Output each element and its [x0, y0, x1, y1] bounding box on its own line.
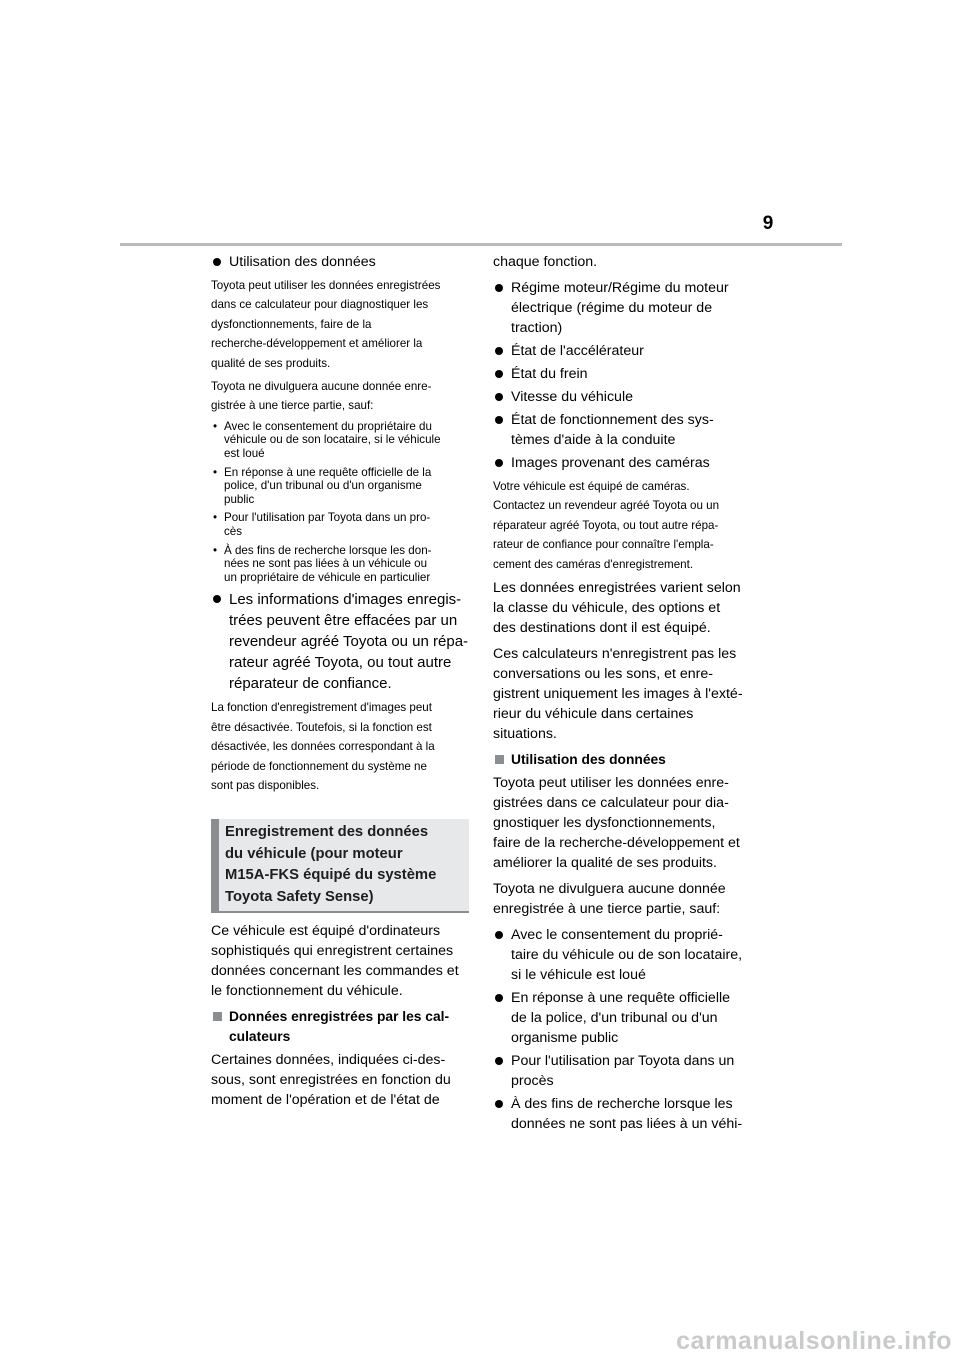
text-line: moment de l'opération et de l'état de — [211, 1092, 440, 1109]
text-line: taire du véhicule ou de son locataire, — [511, 947, 743, 964]
bullet-dot — [213, 595, 221, 603]
section-heading-box — [211, 819, 469, 911]
text-line: électrique (régime du moteur de — [511, 300, 713, 316]
text-line: faire de la recherche-développement et — [493, 835, 740, 852]
text-line: trées peuvent être effacées par un — [229, 612, 458, 630]
text-line: culateurs — [229, 1029, 291, 1045]
footer-watermark: carmanualsonline.info — [676, 1327, 952, 1355]
text-line: nées ne sont pas liées à un véhicule ou — [224, 557, 428, 571]
text-line: tèmes d'aide à la conduite — [511, 432, 676, 448]
square-bullet — [495, 755, 504, 764]
text-line: réparateur agréé Toyota, ou tout autre répa- — [493, 518, 719, 532]
square-bullet — [213, 1012, 222, 1021]
recorded-heading — [211, 1007, 469, 1047]
recorded-item — [493, 387, 755, 407]
text-line: si le véhicule est loué — [511, 967, 646, 984]
page-number: 9 — [762, 213, 774, 234]
text-line: véhicule ou de son locataire, si le véhicule — [224, 433, 441, 447]
text-line: gistrée à une tierce partie, sauf: — [211, 399, 374, 413]
bullet-dot — [495, 370, 503, 378]
bullet-dot — [495, 1100, 503, 1108]
bullet-marker: • — [213, 511, 218, 525]
text-line: État du frein — [511, 366, 588, 382]
header-rule — [120, 243, 842, 246]
exception-item — [493, 1051, 755, 1091]
exception-item — [211, 544, 469, 585]
text-line: gistrées dans ce calculateur pour dia- — [493, 795, 729, 812]
text-line: Toyota peut utiliser les données enregistrées — [211, 279, 441, 292]
bullet-dot — [495, 347, 503, 355]
text-line: conversations ou les sons, et enre- — [493, 666, 714, 683]
text-line: être désactivée. Toutefois, si la fonction est — [211, 720, 432, 734]
text-line: Données enregistrées par les cal- — [229, 1009, 450, 1025]
text-line: rateur de confiance pour connaître l'empla- — [493, 538, 714, 552]
text-line: du véhicule (pour moteur — [225, 845, 403, 862]
text-line: Pour l'utilisation par Toyota dans un — [511, 1053, 735, 1070]
recorded-item — [493, 410, 755, 450]
text-line: un propriétaire de véhicule en particulier — [224, 570, 431, 584]
usage-heading-text: Utilisation des données — [229, 254, 376, 270]
bullet-dot — [495, 931, 503, 939]
exception-item — [493, 925, 755, 985]
text-line: police, d'un tribunal ou d'un organisme — [224, 479, 422, 493]
section-title — [225, 822, 465, 908]
text-line: revendeur agréé Toyota ou un répa- — [229, 633, 469, 651]
text-line: réparateur de confiance. — [229, 675, 392, 693]
text-line: M15A-FKS équipé du système — [225, 867, 437, 884]
usage-heading-left — [211, 252, 469, 272]
text-line: Enregistrement des données — [225, 824, 429, 841]
section-accent-bar — [211, 819, 219, 911]
text-line: Les données enregistrées varient selon — [493, 580, 741, 597]
text-line: de la police, d'un tribunal ou d'un — [511, 1010, 718, 1027]
text-line: la classe du véhicule, des options et — [493, 600, 721, 617]
text-line: traction) — [511, 320, 563, 336]
left-column — [211, 252, 469, 1116]
intro-para — [211, 921, 469, 1001]
text-line: rieur du véhicule dans certaines — [493, 706, 694, 723]
text-line: Toyota ne divulguera aucune donnée enre- — [211, 380, 432, 394]
text-line: Avec le consentement du proprié- — [511, 927, 723, 944]
text-line: À des fins de recherche lorsque les don- — [224, 543, 432, 557]
text-line: rateur agréé Toyota, ou tout autre — [229, 654, 452, 672]
usage-para1-left — [211, 276, 469, 373]
text-line: recherche-développement et améliorer la — [211, 337, 423, 351]
exception-item — [211, 420, 469, 461]
usage-para2-right — [493, 879, 755, 919]
usage-para2-left — [211, 377, 469, 416]
recorded-item — [493, 364, 755, 384]
usage-heading-right — [493, 750, 755, 770]
text-line: Toyota Safety Sense) — [225, 888, 374, 905]
bullet-dot — [495, 1057, 503, 1065]
text-line: période de fonctionnement du système ne — [211, 759, 427, 773]
text-line: qualité de ses produits. — [211, 356, 331, 370]
text-line: améliorer la qualité de ses produits. — [493, 855, 717, 872]
exceptions-list-left — [211, 420, 469, 585]
recorded-para — [211, 1050, 469, 1110]
text-line: Les informations d'images enregis- — [229, 591, 462, 609]
text-line: Avec le consentement du propriétaire du — [224, 419, 432, 433]
bullet-dot — [495, 416, 503, 424]
exception-item — [493, 1094, 755, 1134]
text-line: des destinations dont il est équipé. — [493, 620, 711, 637]
text-line: Toyota ne divulguera aucune donnée — [493, 881, 726, 898]
text-line: cement des caméras d'enregistrement. — [493, 557, 694, 571]
continued-text: chaque fonction. — [493, 254, 598, 270]
text-line: En réponse à une requête officielle — [511, 990, 731, 1007]
exception-item — [493, 988, 755, 1048]
text-line: Pour l'utilisation par Toyota dans un pro- — [224, 511, 431, 525]
bullet-dot — [495, 284, 503, 292]
text-line: Utilisation des données — [511, 752, 666, 768]
usage-para1-right — [493, 773, 755, 873]
text-line: situations. — [493, 726, 557, 743]
text-line: gnostiquer les dysfonctionnements, — [493, 815, 716, 832]
vary-para — [493, 578, 755, 638]
bullet-dot — [495, 459, 503, 467]
text-line: sophistiqués qui enregistrent certaines — [211, 943, 454, 960]
text-line: procès — [511, 1073, 554, 1090]
exception-item — [211, 466, 469, 507]
text-line: sont pas disponibles. — [211, 779, 320, 792]
text-line: Certaines données, indiquées ci-des- — [211, 1052, 446, 1069]
bullet-dot — [495, 994, 503, 1002]
text-line: État de l'accélérateur — [511, 343, 644, 359]
text-line: le fonctionnement du véhicule. — [211, 983, 403, 1000]
text-line: cès — [224, 525, 243, 538]
text-line: gistrent uniquement les images à l'exté- — [493, 686, 743, 703]
bullet-marker: • — [213, 419, 218, 433]
bullet-dot — [213, 258, 221, 266]
exception-item — [211, 511, 469, 538]
text-line: Images provenant des caméras — [511, 455, 710, 471]
text-line: données concernant les commandes et — [211, 963, 459, 980]
text-line: enregistrée à une tierce partie, sauf: — [493, 901, 721, 918]
no-record-para — [493, 644, 755, 744]
right-column — [493, 252, 755, 1137]
text-line: dans ce calculateur pour diagnostiquer les — [211, 298, 429, 312]
text-line: Votre véhicule est équipé de caméras. — [493, 480, 690, 493]
text-line: La fonction d'enregistrement d'images peut — [211, 701, 432, 715]
text-line: public — [224, 492, 255, 506]
text-line: dysfonctionnements, faire de la — [211, 317, 372, 331]
section-underline — [211, 911, 469, 913]
recorded-item — [493, 278, 755, 338]
text-line: organisme public — [511, 1030, 619, 1047]
bullet-marker: • — [213, 465, 218, 479]
recorded-item — [493, 341, 755, 361]
bullet-dot — [495, 393, 503, 401]
text-line: Vitesse du véhicule — [511, 389, 633, 405]
text-line: Toyota peut utiliser les données enre- — [493, 775, 729, 792]
text-line: Ce véhicule est équipé d'ordinateurs — [211, 923, 441, 940]
erase-para — [211, 698, 469, 795]
text-line: sous, sont enregistrées en fonction du — [211, 1072, 451, 1089]
erase-heading — [211, 589, 469, 694]
text-line: Régime moteur/Régime du moteur — [511, 280, 729, 296]
text-line: données ne sont pas liées à un véhi- — [511, 1116, 743, 1133]
text-line: est loué — [224, 447, 265, 461]
text-line: Ces calculateurs n'enregistrent pas les — [493, 646, 737, 663]
text-line: État de fonctionnement des sys- — [511, 412, 714, 428]
text-line: En réponse à une requête officielle de la — [224, 465, 432, 479]
text-line: désactivée, les données correspondant à la — [211, 740, 435, 754]
text-line: À des fins de recherche lorsque les — [511, 1096, 733, 1113]
bullet-marker: • — [213, 543, 218, 557]
text-line: Contactez un revendeur agréé Toyota ou un — [493, 499, 720, 513]
recorded-item — [493, 453, 755, 473]
camera-para — [493, 477, 755, 574]
